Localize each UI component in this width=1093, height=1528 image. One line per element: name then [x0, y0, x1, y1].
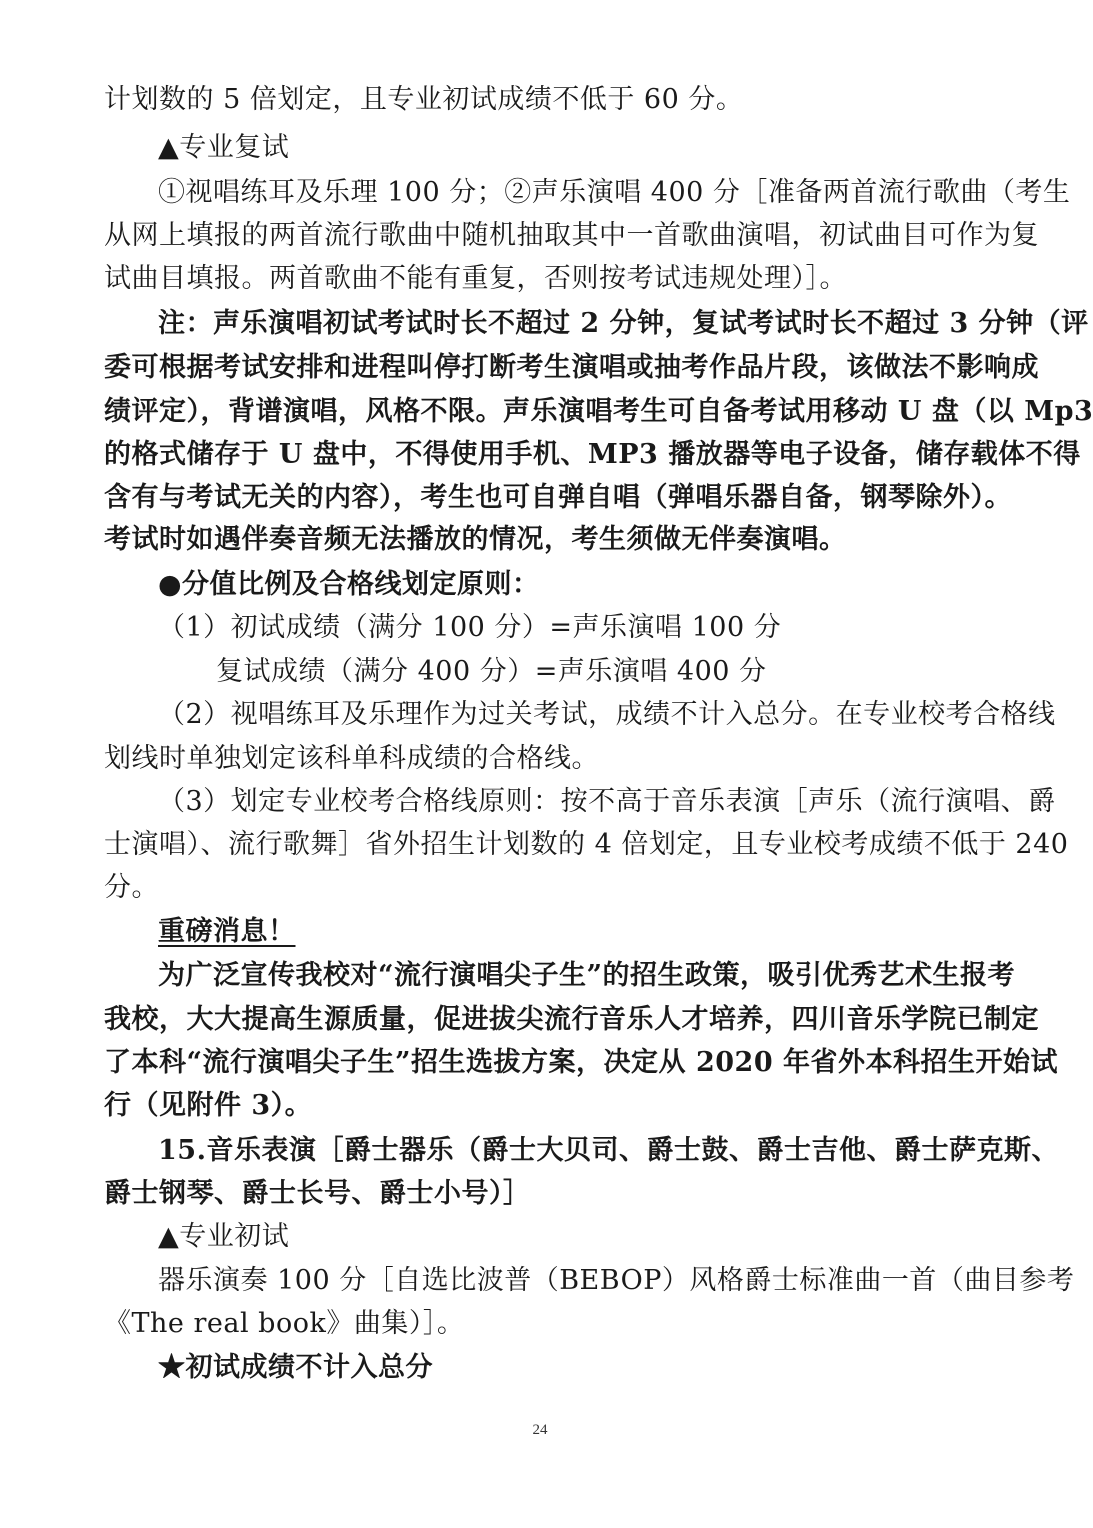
- page-number: 24: [532, 1422, 548, 1438]
- text-line: 复试成绩（满分 400 分）=声乐演唱 400 分: [216, 656, 767, 687]
- section-heading-retest: ▲专业复试: [158, 132, 290, 163]
- text-line: 从网上填报的两首流行歌曲中随机抽取其中一首歌曲演唱，初试曲目可作为复: [104, 220, 1039, 251]
- text-line: 计划数的 5 倍划定，且专业初试成绩不低于 60 分。: [104, 84, 744, 115]
- note-line: 绩评定），背谱演唱，风格不限。声乐演唱考生可自备考试用移动 U 盘（以 Mp3: [104, 396, 1093, 427]
- text-line: （2）视唱练耳及乐理作为过关考试，成绩不计入总分。在专业校考合格线: [158, 699, 1056, 730]
- note-line: 委可根据考试安排和进程叫停打断考生演唱或抽考作品片段，该做法不影响成: [104, 352, 1039, 383]
- text-line: ①视唱练耳及乐理 100 分；②声乐演唱 400 分［准备两首流行歌曲（考生: [158, 177, 1071, 208]
- text-line: 器乐演奏 100 分［自选比波普（BEBOP）风格爵士标准曲一首（曲目参考: [158, 1265, 1075, 1296]
- note-line: 含有与考试无关的内容），考生也可自弹自唱（弹唱乐器自备，钢琴除外）。: [104, 482, 1012, 513]
- news-line: 为广泛宣传我校对“流行演唱尖子生”的招生政策，吸引优秀艺术生报考: [158, 960, 1016, 991]
- major-heading-jazz: 爵士钢琴、爵士长号、爵士小号）］: [104, 1178, 531, 1209]
- note-line: 的格式储存于 U 盘中，不得使用手机、MP3 播放器等电子设备，储存载体不得: [104, 439, 1081, 470]
- note-line: 注：声乐演唱初试考试时长不超过 2 分钟，复试考试时长不超过 3 分钟（评: [158, 308, 1089, 339]
- preliminary-note: ★初试成绩不计入总分: [158, 1352, 433, 1383]
- text-line: （1）初试成绩（满分 100 分）=声乐演唱 100 分: [158, 612, 782, 643]
- text-line: 士演唱）、流行歌舞］省外招生计划数的 4 倍划定，且专业校考成绩不低于 240: [104, 829, 1069, 860]
- text-line: 《The real book》曲集）］。: [104, 1308, 465, 1339]
- news-line: 了本科“流行演唱尖子生”招生选拔方案，决定从 2020 年省外本科招生开始试: [104, 1047, 1059, 1078]
- text-line: 划线时单独划定该科单科成绩的合格线。: [104, 743, 599, 774]
- text-line: 试曲目填报。两首歌曲不能有重复，否则按考试违规处理）］。: [104, 263, 847, 294]
- news-line: 我校，大大提高生源质量，促进拔尖流行音乐人才培养，四川音乐学院已制定: [104, 1004, 1039, 1035]
- text-line: （3）划定专业校考合格线原则：按不高于音乐表演［声乐（流行演唱、爵: [158, 786, 1056, 817]
- section-heading-scoring: ●分值比例及合格线划定原则：: [158, 569, 540, 600]
- note-line: 考试时如遇伴奏音频无法播放的情况，考生须做无伴奏演唱。: [104, 524, 847, 555]
- text-line: 分。: [104, 872, 159, 903]
- news-line: 行（见附件 3）。: [104, 1090, 313, 1121]
- major-heading-jazz: 15.音乐表演［爵士器乐（爵士大贝司、爵士鼓、爵士吉他、爵士萨克斯、: [158, 1135, 1059, 1166]
- section-heading-preliminary: ▲专业初试: [158, 1221, 290, 1252]
- important-news-heading: 重磅消息！: [158, 916, 296, 947]
